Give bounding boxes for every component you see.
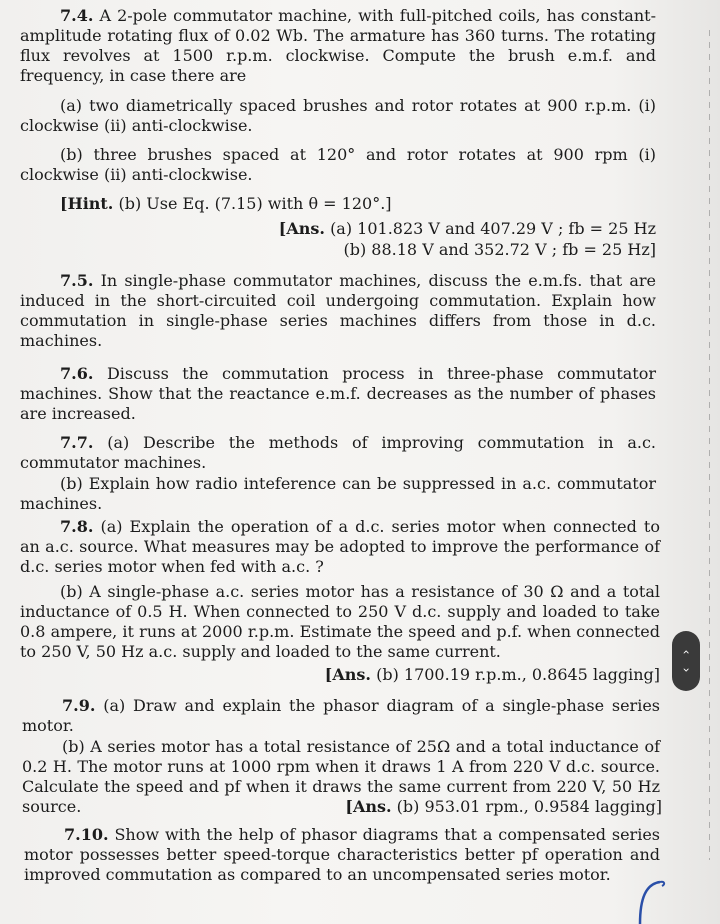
problem-7-4-part-b: (b) three brushes spaced at 120° and rotor rotates at 900 rpm (i) clockwise (ii) anti-clockwise. <box>20 145 656 184</box>
problem-text: In single-phase commutator machines, discuss the e.m.fs. that are induced in the short-circuited coil undergoing commutation. Explain how commutation in single-phase series machines differs from those in d.c. machines. <box>20 271 656 350</box>
chevron-down-icon[interactable]: › <box>679 667 693 673</box>
problem-number: 7.8. <box>60 517 94 536</box>
problem-text: Show with the help of phasor diagrams that a compensated series motor possesses better speed-torque characteristics better pf operation and improved commutation as compared to an uncompensated series motor. <box>24 825 660 884</box>
hint-7-4 <box>60 194 392 214</box>
answer-7-8 <box>325 665 660 685</box>
problem-7-4-part-a: (a) two diametrically spaced brushes and rotor rotates at 900 r.p.m. (i) clockwise (ii) anti-clockwise. <box>20 96 656 135</box>
answer-text: (a) 101.823 V and 407.29 V ; fb = 25 Hz <box>330 219 656 238</box>
problem-7-9-part-b: (b) A series motor has a total resistance of 25Ω and a total inductance of 0.2 H. The motor runs at 1000 rpm when it draws 1 A from 220 V d.c. source. Calculate the speed and pf when it draws the same current from 220 V, 50 Hz source. <box>22 737 660 816</box>
page-curl-decoration <box>632 878 672 924</box>
problem-text: (a) Explain the operation of a d.c. series motor when connected to an a.c. source. What measures may be adopted to improve the performance of d.c. series motor when fed with a.c. ? <box>20 517 660 576</box>
problem-7-6 <box>20 364 656 424</box>
problem-number: 7.9. <box>62 696 96 715</box>
answer-7-4-line-1 <box>279 219 656 239</box>
problem-number: 7.10. <box>64 825 109 844</box>
problem-number: 7.4. <box>60 6 94 25</box>
problem-7-5 <box>20 271 656 351</box>
answer-7-4-line-2: (b) 88.18 V and 352.72 V ; fb = 25 Hz] <box>343 240 656 259</box>
problem-7-10 <box>24 825 660 885</box>
problem-text: A 2-pole commutator machine, with full-pitched coils, has constant-amplitude rotating flux of 0.02 Wb. The armature has 360 turns. The rotating flux revolves at 1500 r.p.m. clockwise. Compute the brush e.m.f. and frequency, in case there are <box>20 6 656 85</box>
problem-number: 7.6. <box>60 364 94 383</box>
answer-text: (b) 1700.19 r.p.m., 0.8645 lagging] <box>376 665 660 684</box>
page-edge-divider <box>709 30 710 860</box>
problem-text: (a) Draw and explain the phasor diagram of a single-phase series motor. <box>22 696 661 735</box>
answer-label: [Ans. <box>278 219 325 238</box>
problem-7-8-part-a <box>20 517 660 577</box>
answer-label: [Ans. <box>324 665 371 684</box>
problem-text: (a) Describe the methods of improving commutation in a.c. commutator machines. <box>20 433 656 472</box>
problem-text: Discuss the commutation process in three-phase commutator machines. Show that the reactance e.m.f. decreases as the number of phases are increased. <box>20 364 657 423</box>
hint-label: [Hint. <box>60 194 114 213</box>
problem-7-7-part-b: (b) Explain how radio inteference can be suppressed in a.c. commutator machines. <box>20 474 656 513</box>
answer-text: (b) 953.01 rpm., 0.9584 lagging] <box>396 797 662 816</box>
answer-7-9 <box>345 797 662 817</box>
problem-7-7-part-a <box>20 433 656 473</box>
problem-number: 7.5. <box>60 271 94 290</box>
hint-text: (b) Use Eq. (7.15) with θ = 120°.] <box>118 194 392 213</box>
page-navigation-control <box>672 631 700 691</box>
problem-number: 7.7. <box>60 433 94 452</box>
problem-7-9-part-a <box>22 696 660 736</box>
answer-label: [Ans. <box>345 797 392 816</box>
problem-7-8-part-b: (b) A single-phase a.c. series motor has a resistance of 30 Ω and a total inductance of 0.5 H. When connected to 250 V d.c. supply and loaded to take 0.8 ampere, it runs at 2000 r.p.m. Estimate the speed and p.f. when connected to 250 V, 50 Hz a.c. supply and loaded to the same current. <box>20 582 660 661</box>
chevron-up-icon[interactable]: ‹ <box>679 649 693 655</box>
problem-7-4 <box>20 6 656 86</box>
